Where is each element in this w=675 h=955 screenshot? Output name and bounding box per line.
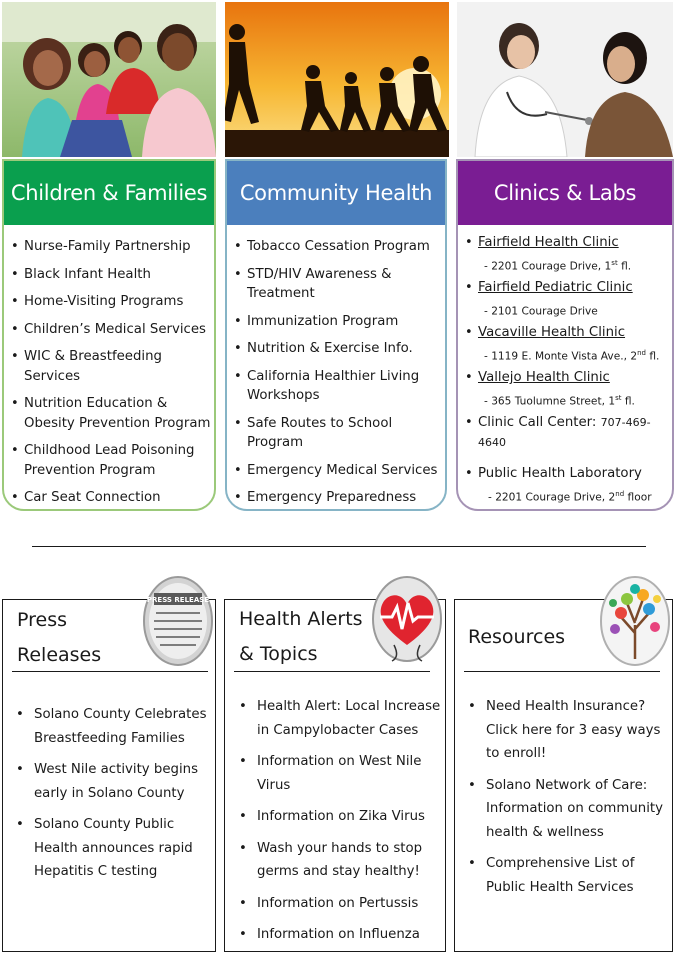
doctor-patient-photo[interactable]: [457, 2, 673, 157]
family-photo[interactable]: [2, 2, 216, 157]
list-item[interactable]: • Wash your hands to stop germs and stay healthy!: [239, 837, 444, 884]
public-health-lab-address: - 2201 Courage Drive, 2nd floor: [488, 489, 652, 504]
list-item[interactable]: • WIC & Breastfeeding Services: [10, 347, 212, 386]
list-item[interactable]: • Nurse-Family Partnership: [10, 237, 212, 257]
clinic-address: - 2201 Courage Drive, 1st fl.: [484, 258, 632, 273]
clinic-item: [464, 323, 670, 364]
clinic-item: [464, 368, 670, 409]
list-item[interactable]: • Comprehensive List of Public Health Services: [468, 852, 674, 899]
heartbeat-heart-icon: [370, 573, 444, 669]
list-item[interactable]: • Information on Pertussis: [239, 892, 444, 916]
section-divider: [32, 546, 646, 547]
svg-text:PRESS RELEASE: PRESS RELEASE: [146, 596, 210, 604]
clinic-item: [464, 278, 670, 319]
community-health-list: [227, 225, 445, 508]
community-health-heading[interactable]: Community Health: [227, 161, 445, 225]
list-item[interactable]: • STD/HIV Awareness & Treatment: [233, 265, 443, 304]
list-item[interactable]: • Home-Visiting Programs: [10, 292, 212, 312]
press-release-newspaper-icon: [142, 573, 214, 673]
call-center-label: Clinic Call Center:: [478, 415, 601, 431]
list-item[interactable]: • Safe Routes to School Program: [233, 414, 443, 453]
press-releases-list: [16, 703, 211, 892]
list-item[interactable]: • Information on West Nile Virus: [239, 750, 444, 797]
resources-list: [468, 695, 674, 907]
list-item[interactable]: • Solano County Public Health announces rapid Hepatitis C testing: [16, 813, 211, 884]
list-item[interactable]: • Nutrition Education & Obesity Prevention Program: [10, 394, 212, 433]
clinic-address: - 365 Tuolumne Street, 1st fl.: [484, 393, 635, 408]
children-families-heading[interactable]: Children & Families: [4, 161, 214, 225]
list-item[interactable]: • Car Seat Connection: [10, 488, 212, 508]
list-item[interactable]: • West Nile activity begins early in Solano County: [16, 758, 211, 805]
list-item[interactable]: • Solano Network of Care: Information on community health & wellness: [468, 774, 674, 845]
list-item[interactable]: • Solano County Celebrates Breastfeeding Families: [16, 703, 211, 750]
list-item[interactable]: • Information on Zika Virus: [239, 805, 444, 829]
call-center-phone[interactable]: 707-469-4640: [478, 416, 651, 449]
list-item: [464, 464, 670, 505]
list-item[interactable]: • Emergency Preparedness: [233, 488, 443, 508]
public-health-lab-label[interactable]: • Public Health Laboratory: [478, 466, 642, 482]
list-item[interactable]: • Health Alert: Local Increase in Campylobacter Cases: [239, 695, 444, 742]
clinics-labs-list: [458, 225, 672, 505]
children-families-card: [2, 159, 216, 511]
community-health-card: [225, 159, 447, 511]
list-item[interactable]: • Nutrition & Exercise Info.: [233, 339, 443, 359]
list-item[interactable]: • Tobacco Cessation Program: [233, 237, 443, 257]
list-item[interactable]: • Black Infant Health: [10, 265, 212, 285]
clinic-item: [464, 233, 670, 274]
children-families-list: [4, 225, 214, 508]
list-item[interactable]: • California Healthier Living Workshops: [233, 367, 443, 406]
list-item[interactable]: • Emergency Medical Services: [233, 461, 443, 481]
press-releases-title[interactable]: Press Releases: [17, 609, 102, 666]
clinics-labs-heading[interactable]: Clinics & Labs: [458, 161, 672, 225]
list-item: [464, 413, 670, 452]
clinic-link[interactable]: Vallejo Health Clinic: [478, 370, 610, 386]
title-rule: [234, 671, 430, 672]
clinics-labs-card: [456, 159, 674, 511]
health-alerts-list: [239, 695, 444, 955]
list-item[interactable]: • Information on Influenza: [239, 923, 444, 947]
clinic-link[interactable]: Fairfield Health Clinic: [478, 235, 619, 250]
list-item[interactable]: • Children’s Medical Services: [10, 320, 212, 340]
runners-sunset-photo[interactable]: [225, 2, 449, 157]
clinic-link[interactable]: Vacaville Health Clinic: [478, 325, 626, 341]
colorful-tree-icon: [599, 573, 671, 673]
list-item[interactable]: • Childhood Lead Poisoning Prevention Program: [10, 441, 212, 480]
clinic-address: - 1119 E. Monte Vista Ave., 2nd fl.: [484, 348, 660, 363]
clinic-link[interactable]: Fairfield Pediatric Clinic: [478, 280, 633, 296]
list-item[interactable]: • Immunization Program: [233, 312, 443, 332]
list-item[interactable]: • Need Health Insurance? Click here for 3 easy ways to enroll!: [468, 695, 674, 766]
health-alerts-title[interactable]: Health Alerts & Topics: [239, 608, 363, 665]
resources-title[interactable]: Resources: [468, 626, 566, 648]
clinic-address: - 2101 Courage Drive: [484, 305, 598, 318]
